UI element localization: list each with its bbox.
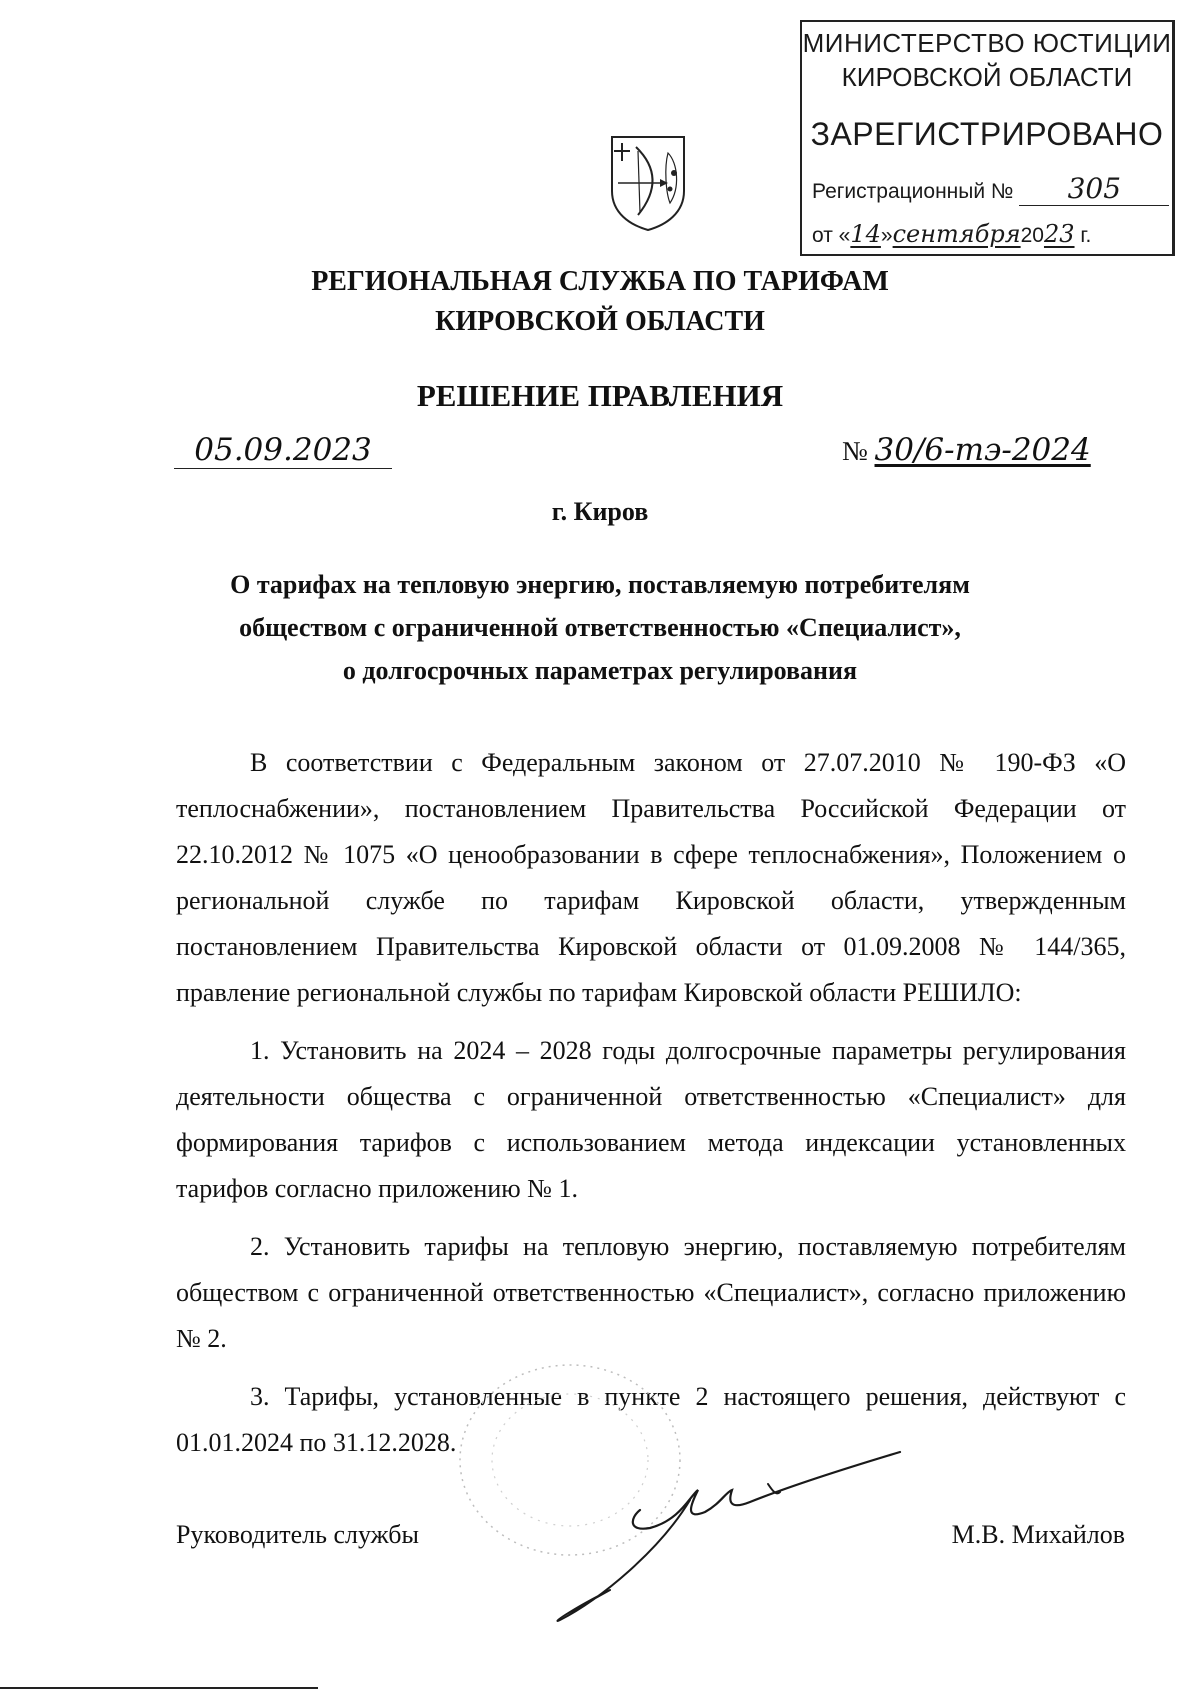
document-title-line3: о долгосрочных параметрах регулирования bbox=[342, 656, 858, 685]
stamp-ministry-line: МИНИСТЕРСТВО ЮСТИЦИИ bbox=[802, 28, 1172, 58]
stamp-date-mid: » bbox=[880, 224, 893, 247]
signatory-role: Руководитель службы bbox=[176, 1520, 419, 1549]
stamp-reg-label: Регистрационный № bbox=[812, 180, 1014, 203]
stamp-status: ЗАРЕГИСТРИРОВАНО bbox=[810, 116, 1164, 152]
body-item-2: 2. Установить тарифы на тепловую энергию, поставляемую потребителям обществом с ограниченной ответственностью «Специалист», согласно приложению № 2. bbox=[176, 1232, 1126, 1353]
stamp-region-line: КИРОВСКОЙ ОБЛАСТИ bbox=[841, 62, 1133, 92]
stamp-date-month: сентября bbox=[892, 220, 1021, 248]
handwritten-signature bbox=[540, 1440, 920, 1630]
document-title-line1: О тарифах на тепловую энергию, поставляемую потребителям bbox=[230, 570, 970, 599]
document-city: г. Киров bbox=[551, 497, 649, 526]
document-number bbox=[842, 432, 1091, 469]
stamp-date-prefix: от « bbox=[812, 224, 851, 247]
stamp-reg-number-row bbox=[812, 172, 1169, 206]
kirov-coat-of-arms-icon bbox=[608, 133, 688, 233]
stamp-date-suffix: г. bbox=[1080, 224, 1092, 247]
stamp-reg-number: 305 bbox=[1067, 172, 1122, 205]
stamp-date-row bbox=[812, 220, 1091, 248]
stamp-date-year-prefix: 20 bbox=[1020, 224, 1044, 247]
signatory-name: М.В. Михайлов bbox=[951, 1520, 1125, 1549]
footer-rule bbox=[0, 1687, 318, 1689]
body-item-3: 3. Тарифы, установленные в пункте 2 настоящего решения, действуют с 01.01.2024 по 31.12.2028. bbox=[176, 1382, 1126, 1457]
body-item-1: 1. Установить на 2024 – 2028 годы долгосрочные параметры регулирования деятельности общества с ограниченной ответственностью «Специалист» для формирования тарифов с использованием метода индексации установленных тарифов согласно приложению № 1. bbox=[176, 1036, 1126, 1203]
document-type: РЕШЕНИЕ ПРАВЛЕНИЯ bbox=[416, 378, 784, 413]
document-number-label: № bbox=[842, 436, 868, 466]
document-title-line2: обществом с ограниченной ответственностью «Специалист», bbox=[239, 613, 961, 642]
document-date: 05.09.2023 bbox=[174, 432, 392, 469]
registration-stamp bbox=[800, 20, 1175, 256]
stamp-date-year: 23 bbox=[1043, 220, 1075, 248]
body-preamble: В соответствии с Федеральным законом от 27.07.2010 № 190-ФЗ «О теплоснабжении», постановлением Правительства Российской Федерации от 22.10.2012 № 1075 «О ценообразовании в сфере теплоснабжения», Положением о региональной службе по тарифам Кировской области, утвержденным постановлением Правительства Кировской области от 01.09.2008 № 144/365, правление региональной службы по тарифам Кировской области РЕШИЛО: bbox=[176, 748, 1126, 1007]
organization-name-line2: КИРОВСКОЙ ОБЛАСТИ bbox=[435, 306, 765, 337]
document-number-value: 30/6-тэ-2024 bbox=[874, 432, 1091, 468]
organization-name-line1: РЕГИОНАЛЬНАЯ СЛУЖБА ПО ТАРИФАМ bbox=[311, 266, 889, 297]
stamp-date-day: 14 bbox=[850, 220, 881, 248]
